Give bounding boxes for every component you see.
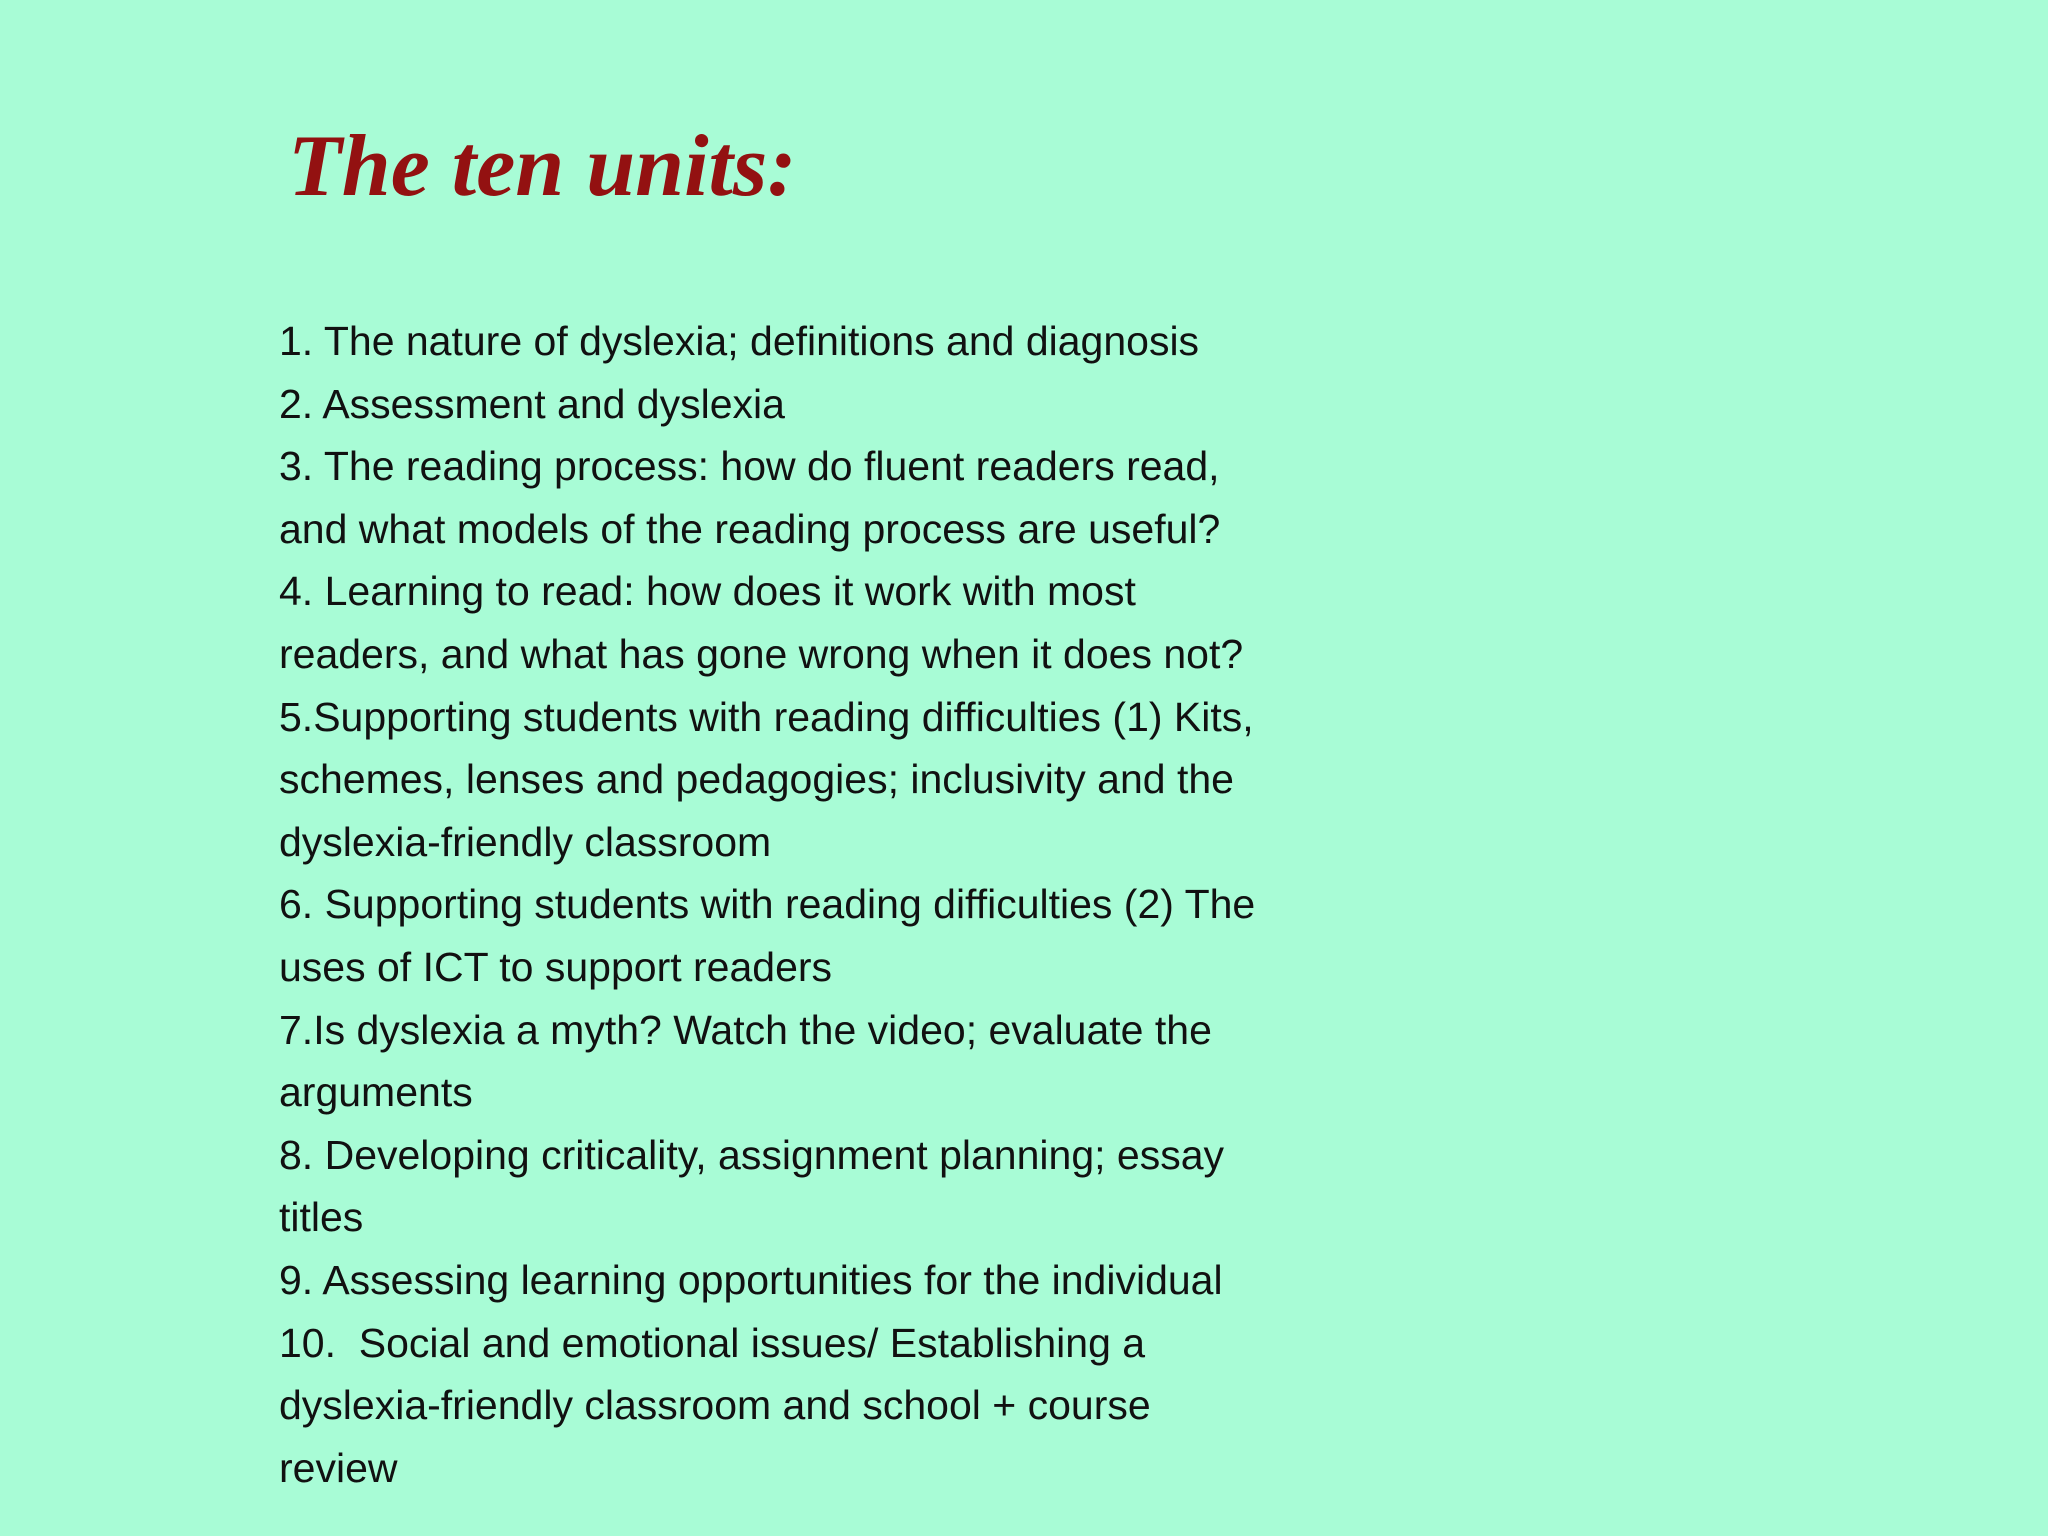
- list-line: 10. Social and emotional issues/ Establishing a: [279, 1319, 1146, 1366]
- list-line: uses of ICT to support readers: [279, 943, 833, 990]
- list-line: schemes, lenses and pedagogies; inclusivity and the: [279, 756, 1234, 803]
- list-line: dyslexia-friendly classroom: [279, 818, 772, 865]
- slide-title: The ten units:: [288, 118, 797, 215]
- list-line: 8. Developing criticality, assignment planning; essay: [279, 1131, 1225, 1178]
- unit-list: [279, 310, 1419, 1499]
- list-line: 4. Learning to read: how does it work with most: [279, 568, 1136, 615]
- list-line: 6. Supporting students with reading difficulties (2) The: [279, 881, 1256, 928]
- list-line: 2. Assessment and dyslexia: [279, 380, 785, 427]
- list-line: dyslexia-friendly classroom and school + course: [279, 1382, 1151, 1429]
- list-line: readers, and what has gone wrong when it does not?: [279, 630, 1244, 677]
- list-line: 3. The reading process: how do fluent readers read,: [279, 443, 1220, 490]
- list-line: titles: [279, 1194, 364, 1241]
- list-line: arguments: [279, 1069, 473, 1116]
- list-line: and what models of the reading process are useful?: [279, 505, 1221, 552]
- list-line: review: [279, 1444, 398, 1491]
- list-line: 1. The nature of dyslexia; definitions and diagnosis: [279, 318, 1200, 364]
- list-line: 9. Assessing learning opportunities for the individual: [279, 1256, 1223, 1303]
- list-line: 5.Supporting students with reading difficulties (1) Kits,: [279, 693, 1254, 740]
- list-line: 7.Is dyslexia a myth? Watch the video; evaluate the: [279, 1006, 1212, 1053]
